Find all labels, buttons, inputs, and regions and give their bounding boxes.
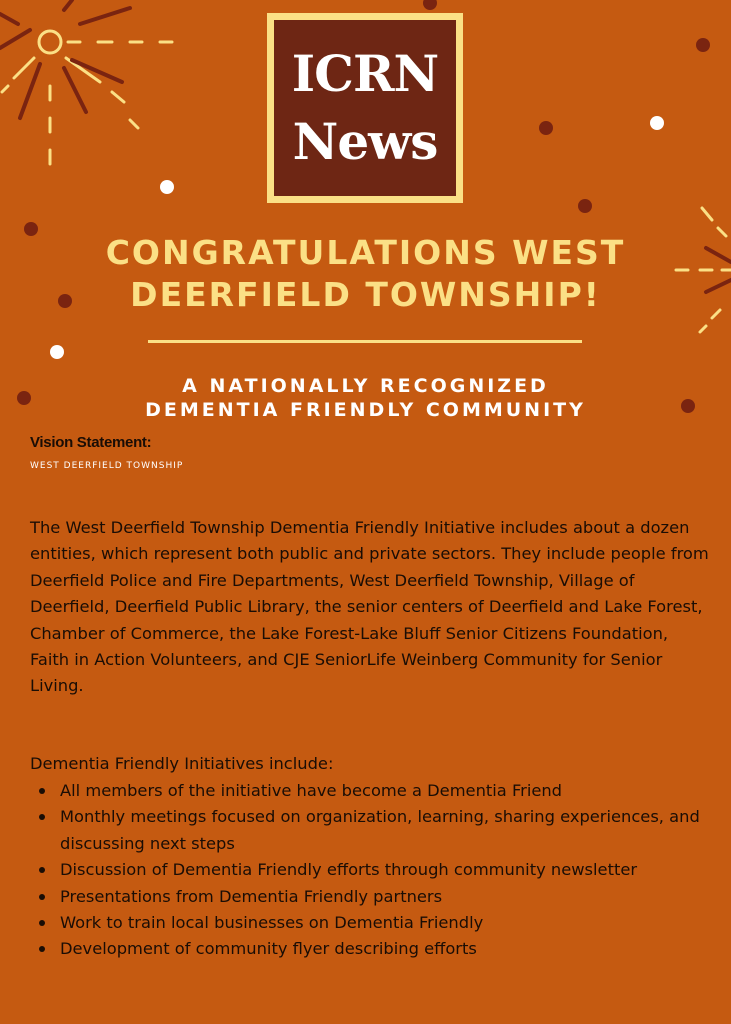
initiatives-list [30,778,710,963]
logo-line-1: ICRN [291,44,439,103]
vision-statement-title: Vision Statement: [30,434,152,451]
list-item: Discussion of Dementia Friendly efforts through community newsletter [30,857,710,883]
list-item: Work to train local businesses on Dementia Friendly [30,910,710,936]
list-item: All members of the initiative have become a Dementia Friend [30,778,710,804]
list-item: Presentations from Dementia Friendly partners [30,884,710,910]
initiatives-intro: Dementia Friendly Initiatives include: [30,754,334,773]
headline: CONGRATULATIONS WEST DEERFIELD TOWNSHIP! [105,233,626,314]
list-item: Development of community flyer describing efforts [30,936,710,962]
firework-top-left [0,0,172,164]
subheadline [60,374,671,422]
subhead-line-1: A NATIONALLY RECOGNIZED [182,375,549,397]
vision-statement-subtitle: WEST DEERFIELD TOWNSHIP [30,461,184,471]
icrn-news-logo [267,13,463,203]
divider-line [148,340,582,343]
subhead-line-2: DEMENTIA FRIENDLY COMMUNITY [145,399,586,421]
logo-line-2: News [292,112,438,171]
body-paragraph: The West Deerfield Township Dementia Friendly Initiative includes about a dozen entities, which represent both public and private sectors. They include people from Deerfield Police and Fire Departments, West Deerfield Township, Village of Deerfield, Deerfield Public Library, the senior centers of Deerfield and Lake Forest, Chamber of Commerce, the Lake Forest-Lake Bluff Senior Citizens Foundation, Faith in Action Volunteers, and CJE SeniorLife Weinberg Community for Senior Living. [30,518,709,696]
list-item: Monthly meetings focused on organization, learning, sharing experiences, and discussing next steps [30,804,710,857]
